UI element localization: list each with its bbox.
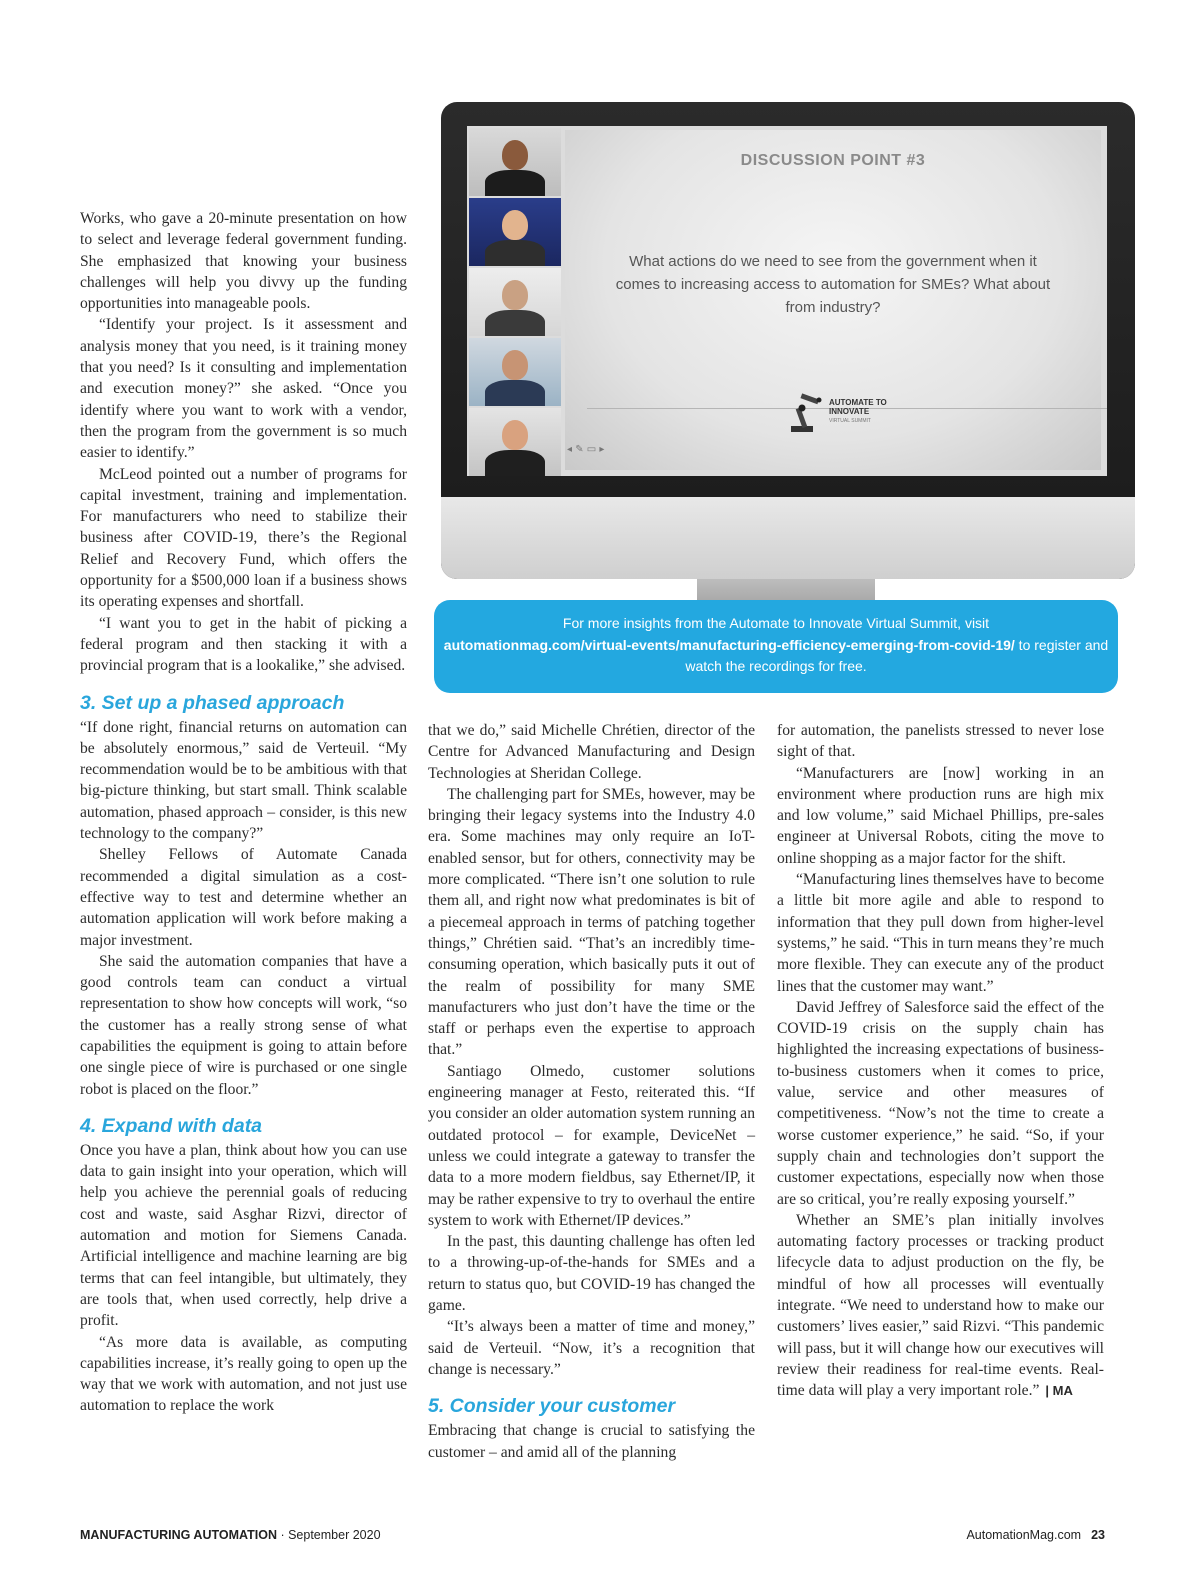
- paragraph: In the past, this daunting challenge has often led to a throwing-up-of-the-hands for SMEs and a return to status quo, but COVID-19 has changed the game.: [428, 1233, 755, 1315]
- participant-tile: [469, 128, 561, 196]
- article-column-2: [428, 720, 755, 1463]
- callout-box: [434, 600, 1118, 693]
- slide-question: What actions do we need to see from the government when it comes to increasing access to automation for SMEs? What about from industry?: [615, 253, 1051, 316]
- logo-subtext: VIRTUAL SUMMIT: [829, 418, 871, 424]
- participant-tile: [469, 338, 561, 406]
- end-mark: | MA: [1045, 1383, 1073, 1399]
- paragraph: “Manufacturers are [now] working in an environment where production runs are high mix and low volume,” said Michael Phillips, pre-sales engineer at Universal Robots, citing the move to online shopping as a major factor for the shift.: [777, 764, 1104, 867]
- paragraph: Once you have a plan, think about how you can use data to gain insight into your operation, which will help you achieve the perennial goals of reducing cost and waste, said Asghar Rizvi, director of automation and motion for Siemens Canada. Artificial intelligence and machine learning are big terms that can feel intangible, but ultimately, they are tools that, when used correctly, help drive a profit.: [80, 1141, 407, 1330]
- participant-tile: [469, 198, 561, 266]
- page-number: 23: [1091, 1528, 1105, 1542]
- participant-tile: [469, 268, 561, 336]
- footer-right: [966, 1528, 1105, 1542]
- slide-controls: ◂ ✎ ▭ ▸: [567, 444, 605, 455]
- paragraph: The challenging part for SMEs, however, may be bringing their legacy systems into the Industry 4.0 era. Some machines may only require an IoT-enabled sensor, but for others, connectivity may be more complicated. “There isn’t one solution to rule them all, and right now what predominates is bit of a piecemeal approach in terms of patching together things,” Chrétien said. “That’s an incredibly time-consuming operation, which basically puts it out of the realm of possibility for many SME manufacturers who just don’t have the time or the staff or perhaps even the expertise to approach that.”: [428, 785, 755, 1059]
- paragraph-text: Whether an SME’s plan initially involves automating factory processes or tracking product lifecycle data to adjust production on the fly, be mindful of how all processes will eventually integrate. “We need to understand how to make our customers’ lives easier,” said Rizvi. “This pandemic will pass, but it will change how our executives will review their readiness for real-time events. Real-time data will play a very important role.”: [777, 1211, 1104, 1400]
- logo-text: AUTOMATE TO INNOVATE: [829, 398, 887, 416]
- paragraph: Santiago Olmedo, customer solutions engineering manager at Festo, reiterated this. “If you consider an older automation system running an outdated protocol – for example, DeviceNet – unless we could integrate a gateway to transfer the data to a more modern fieldbus, say Ethernet/IP, it may be rather expensive to try to overhaul the entire system to work with Ethernet/IP devices.”: [428, 1062, 755, 1229]
- issue-date: · September 2020: [276, 1528, 381, 1542]
- monitor-image: [441, 102, 1135, 579]
- publication-name: MANUFACTURING AUTOMATION: [80, 1528, 277, 1542]
- page-footer: [80, 1528, 1105, 1548]
- video-call-screen: [467, 126, 1107, 476]
- paragraph: “Manufacturing lines themselves have to become a little bit more agile and able to respond to information that they pull down from higher-level systems,” he said. “This in turn means they’re much more flexible. They can execute any of the product lines that the customer may want.”: [777, 871, 1104, 995]
- paragraph: Shelley Fellows of Automate Canada recommended a digital simulation as a cost-effective way to test and determine whether an automation application will work before making a major investment.: [80, 846, 407, 949]
- paragraph: “It’s always been a matter of time and money,” said de Verteuil. “Now, it’s a recognition that change is necessary.”: [428, 1318, 755, 1378]
- paragraph: “Identify your project. Is it assessment and analysis money that you need, is it training money that you need? Is it consulting and implementation and execution money?” she asked. “Once you identify where you want to work with a vendor, then the program from the government is so much easier to identify.”: [80, 316, 407, 462]
- paragraph: for automation, the panelists stressed to never lose sight of that.: [777, 722, 1104, 761]
- paragraph: “I want you to get in the habit of picking a federal program and then stacking it with a provincial program that is a lookalike,” she advised.: [80, 614, 407, 675]
- paragraph: McLeod pointed out a number of programs for capital investment, training and implementation. For manufacturers who need to stabilize their business after COVID-19, there’s the Regional Relief and Recovery Fund, which offers the opportunity for a $500,000 loan if a business shows its operating expenses and shortfall.: [80, 465, 407, 611]
- callout-line: For more insights from the Automate to Innovate Virtual Summit, visit: [562, 615, 990, 631]
- summit-logo: [787, 380, 917, 450]
- monitor-chin: [441, 497, 1135, 579]
- callout-line: to register and watch the recordings for free.: [685, 636, 1109, 674]
- footer-left: [80, 1528, 381, 1542]
- section-heading-4: 4. Expand with data: [80, 1114, 263, 1137]
- slide-title: DISCUSSION POINT #3: [740, 152, 926, 169]
- participant-tiles: [469, 128, 561, 474]
- participant-tile: [469, 408, 561, 476]
- paragraph: David Jeffrey of Salesforce said the effect of the COVID-19 crisis on the supply chain has highlighted the increasing expectations of business-to-business customers when it comes to price, value, service and other measures of competitiveness. “Now’s not the time to create a worse customer experience,” he said. “So, if your supply chain and technologies don’t support the customer expectations, especially now when those are so critical, you’re really exposing yourself.”: [777, 998, 1104, 1208]
- monitor-stand: [697, 579, 875, 601]
- robot-arm-icon: [787, 386, 825, 436]
- website: AutomationMag.com: [966, 1528, 1082, 1542]
- paragraph: [777, 1210, 1104, 1402]
- paragraph: Works, who gave a 20-minute presentation on how to select and leverage federal government funding. She emphasized that knowing your business challenges will help you divvy up the funding opportunities into manageable pools.: [80, 210, 407, 313]
- paragraph: “If done right, financial returns on automation can be absolutely enormous,” said de Verteuil. “My recommendation would be to be ambitious with that big-picture thinking, but start small. Think scalable automation, phased approach – consider, is this new technology to the company?”: [80, 718, 407, 843]
- section-heading-3: 3. Set up a phased approach: [80, 691, 345, 714]
- paragraph: Embracing that change is crucial to satisfying the customer – and amid all of the planning: [428, 1422, 755, 1461]
- article-column-1: [80, 208, 407, 1417]
- article-column-3: [777, 720, 1104, 1402]
- section-heading-5: 5. Consider your customer: [428, 1395, 676, 1418]
- callout-url-link[interactable]: automationmag.com/virtual-events/manufacturing-efficiency-emerging-from-covid-19/: [443, 636, 1015, 653]
- paragraph: that we do,” said Michelle Chrétien, director of the Centre for Advanced Manufacturing and Design Technologies at Sheridan College.: [428, 722, 755, 782]
- paragraph: She said the automation companies that have a good controls team can conduct a virtual representation to show how concepts will work, “so the customer has a really strong sense of what capabilities the equipment is going to attain before one single piece of wire is purchased or one single robot is placed on the floor.”: [80, 952, 407, 1098]
- presentation-slide: [565, 130, 1101, 470]
- paragraph: “As more data is available, as computing capabilities increase, it’s really going to open up the way that we work with automation, and not just use automation to replace the work: [80, 1333, 407, 1415]
